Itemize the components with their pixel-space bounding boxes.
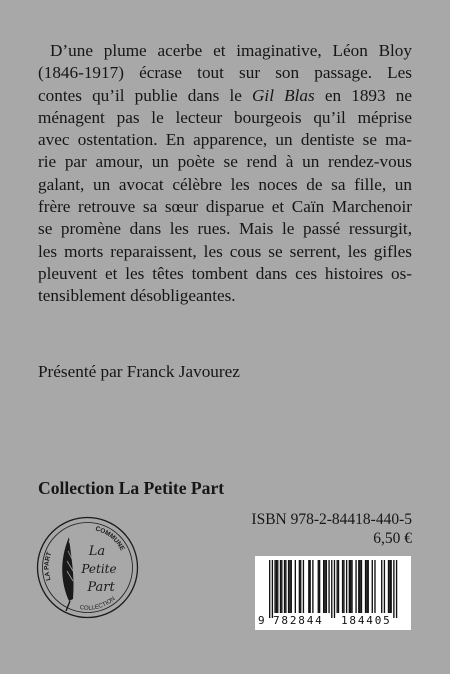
logo-arc-right: COMMUNE (94, 525, 126, 552)
barcode-bar (337, 560, 338, 613)
blurb-line: ménagent pas le lecteur bourgeois qu’il méprise (38, 107, 412, 127)
barcode-bar (284, 560, 285, 613)
logo-arc-bottom: COLLECTION (79, 595, 117, 612)
barcode-bar (346, 560, 347, 613)
barcode-bar (289, 560, 290, 613)
barcode-bar (288, 560, 289, 613)
barcode-bar (276, 560, 277, 613)
barcode-bar (318, 560, 319, 613)
barcode-bar (281, 560, 282, 613)
barcode-bar (396, 560, 397, 618)
barcode-bar (280, 560, 281, 613)
barcode-bar (342, 560, 343, 613)
barcode-bar (308, 560, 309, 613)
isbn: ISBN 978-2-84418-440-5 (251, 511, 412, 528)
blurb-line: pleuvent et les têtes tombent dans ces histoires os- (38, 263, 412, 283)
presenter-credit: Présenté par Franck Javourez (38, 362, 240, 381)
barcode-bar (384, 560, 385, 613)
barcode-bar (291, 560, 292, 613)
barcode-bar (323, 560, 324, 613)
feather-quill-icon (62, 537, 73, 611)
barcode-bar (351, 560, 352, 613)
logo-word-la: La (88, 544, 106, 559)
price: 6,50 € (373, 530, 412, 547)
barcode-bar (303, 560, 304, 613)
blurb-line: les morts reparaissent, les cous se serrent, les gifles (38, 241, 412, 261)
barcode-bar (324, 560, 325, 613)
barcode-bar (365, 560, 366, 613)
barcode-bar (381, 560, 382, 613)
barcode-bar (338, 560, 339, 613)
barcode-bar (388, 560, 389, 613)
blurb-line: (1846-1917) écrase tout sur son passage. Les (38, 63, 412, 83)
barcode-bar (319, 560, 320, 613)
blurb-line: avec ostentation. En apparence, un dentiste se ma- (38, 130, 412, 150)
barcode-bar (350, 560, 351, 613)
barcode-digits-left: 782844 (273, 614, 324, 627)
barcode-bar (366, 560, 367, 613)
blurb-line: galant, un avocat célèbre les noces de sa fille, un (38, 174, 412, 194)
barcode-bar (393, 560, 394, 618)
blurb-line: rie par amour, un poète se rend à un rendez-vous (38, 152, 412, 172)
barcode-bar (331, 560, 332, 618)
barcode-bar (269, 560, 270, 618)
barcode-digits (255, 614, 411, 628)
collection-title: Collection La Petite Part (38, 478, 225, 498)
blurb-line: se promène dans les rues. Mais le passé ressurgit, (38, 219, 412, 239)
barcode-bar (361, 560, 362, 613)
barcode-bar (300, 560, 301, 613)
barcode-bar (274, 560, 275, 613)
barcode-bar (310, 560, 311, 613)
barcode-bar (349, 560, 350, 613)
publisher-logo (35, 515, 140, 620)
blurb-line: D’une plume acerbe et imaginative, Léon Bloy (50, 41, 412, 60)
barcode-bar (343, 560, 344, 613)
svg-text:LA PART (44, 551, 54, 581)
barcode-bar (334, 560, 335, 618)
svg-text:COLLECTION (79, 596, 116, 612)
barcode-bar (389, 560, 390, 613)
logo-arc-left: LA PART (43, 551, 54, 582)
logo-word-part: Part (87, 580, 115, 595)
barcode-bar (368, 560, 369, 613)
barcode-bar (328, 560, 329, 613)
barcode-bar (374, 560, 375, 613)
blurb-line: tensiblement désobligeantes. (38, 286, 236, 306)
barcode-bar (299, 560, 300, 613)
barcode-bar (312, 560, 313, 613)
barcode-bar (358, 560, 359, 613)
logo-word-petite: Petite (81, 562, 117, 576)
journal-title: Gil Blas (252, 85, 315, 105)
barcode-bar (372, 560, 373, 613)
barcode-bar (359, 560, 360, 613)
barcode-bar (326, 560, 327, 613)
barcode-bar (295, 560, 296, 613)
back-cover-blurb (38, 40, 412, 308)
barcode-bar (355, 560, 356, 613)
barcode-bar (285, 560, 286, 613)
blurb-line: frère retrouve sa sœur disparue et Caïn Marchenoir (38, 197, 412, 217)
barcode-digit-lead: 9 (258, 614, 265, 627)
barcode-bar (277, 560, 278, 613)
barcode-digits-right: 184405 (341, 614, 392, 627)
blurb-line-with-title: contes qu’il publie dans le Gil Blas en 1893 ne (38, 85, 412, 105)
isbn-barcode (255, 556, 411, 630)
barcode-bar (391, 560, 392, 613)
barcode-bar (272, 560, 273, 618)
publisher-seal (35, 515, 140, 620)
